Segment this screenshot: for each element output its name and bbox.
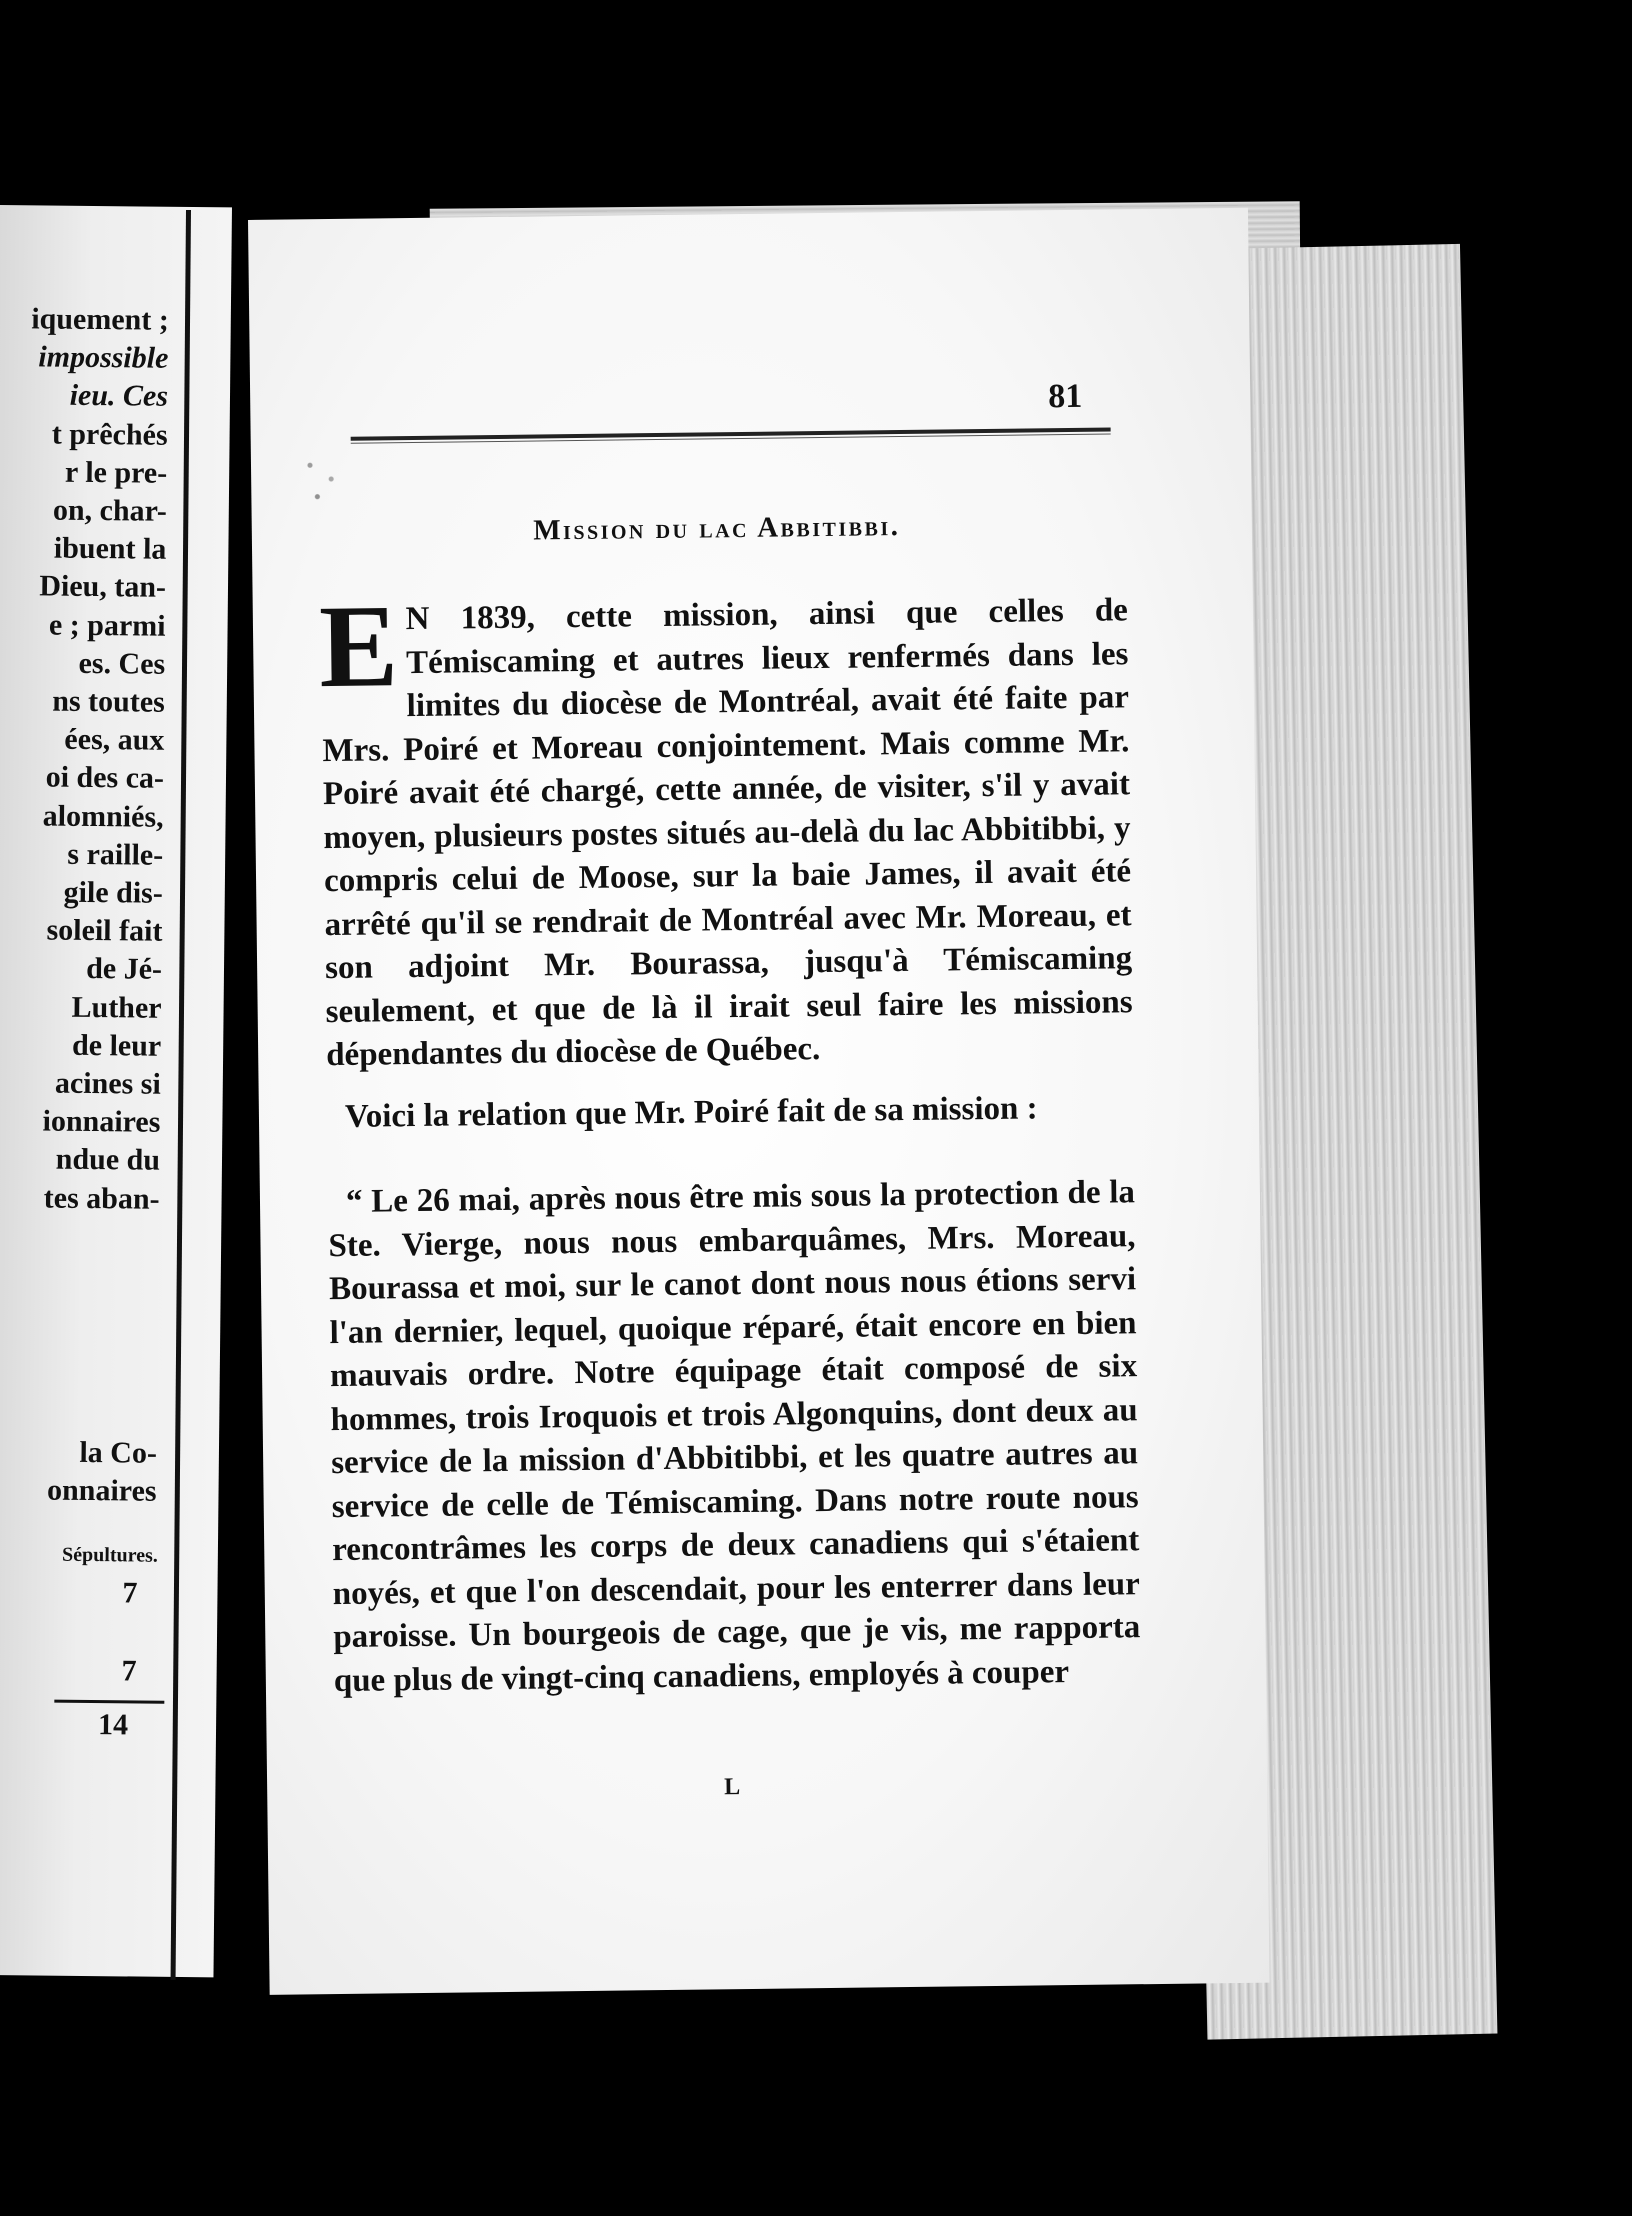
left-fragment-line: r le pre-: [64, 455, 168, 490]
left-fragment-line: ieu. Ces: [69, 379, 169, 414]
left-fragment-lower-2: onnaires: [46, 1473, 157, 1508]
section-heading: Mission du lac Abbitibbi.: [533, 510, 901, 547]
left-fragment-line: soleil fait: [46, 913, 163, 948]
paragraph-1: [318, 580, 1134, 1077]
ink-specks: [289, 444, 360, 515]
left-fragment-line: de Jé-: [86, 952, 163, 987]
left-fragment-line: e ; parmi: [48, 608, 166, 643]
drop-cap: E: [318, 580, 399, 713]
left-fragment-lower-1: la Co-: [79, 1435, 158, 1470]
page-81: [248, 208, 1270, 1995]
left-fragment-line: t prêchés: [51, 417, 168, 452]
left-fragment-line: acines si: [54, 1066, 161, 1101]
left-page-fragment: [0, 205, 232, 1977]
left-fragment-line: oi des ca-: [45, 760, 165, 796]
page-number: 81: [1047, 377, 1083, 416]
burials-total-rule: [54, 1700, 164, 1704]
left-fragment-line: iquement ;: [31, 302, 169, 337]
paragraph-1-text: N 1839, cette mission, ainsi que celles de Témiscaming et autres lieux renfermés dans les limites du diocèse de Montréal, avait été faite par Mrs. Poiré et Moreau conjointement. Mais comme Mr. Poiré avait été chargé, cette année, de visiter, s'il y avait moyen, plusieurs postes situés au-delà du lac Abbitibbi, y compris celui de Moose, sur la baie James, il avait été arrêté qu'il se rendrait de Montréal avec Mr. Moreau, et son adjoint Mr. Bourassa, jusqu'à Témiscaming seulement, et que de là il irait seul faire les missions dépendantes du diocèse de Québec.: [322, 592, 1133, 1074]
left-fragment-line: ionnaires: [42, 1104, 161, 1139]
paragraph-2: Voici la relation que Mr. Poiré fait de sa mission :: [344, 1089, 1038, 1135]
left-fragment-line: ibuent la: [53, 531, 167, 566]
left-fragment-line: es. Ces: [78, 646, 166, 681]
left-fragment-line: Dieu, tan-: [39, 569, 167, 605]
left-fragment-line: on, char-: [52, 493, 167, 528]
left-fragment-line: impossible: [38, 340, 169, 375]
burials-column-header: Sépultures.: [61, 1543, 158, 1567]
body-text: [318, 580, 1141, 1703]
left-fragment-line: Luther: [71, 990, 162, 1025]
signature-mark: L: [724, 1774, 741, 1801]
paragraph-3: “ Le 26 mai, après nous être mis sous la protection de la Ste. Vierge, nous nous embarquâmes, Mrs. Moreau, Bourassa et moi, sur le canot dont nous nous étions servi l'an dernier, lequel, quoique réparé, était encore en bien mauvais ordre. Notre équipage était composé de six hommes, trois Iroquois et trois Algonquins, dont deux au service de la mission d'Abbitibbi, et les quatre autres au service de celle de Témiscaming. Dans notre route nous rencontrâmes les corps de deux canadiens qui s'étaient noyés, et que l'on descendait, pour les enterrer dans leur paroisse. Un bourgeois de cage, que je vis, me rapporta que plus de vingt-cinq canadiens, employés à couper: [328, 1174, 1141, 1699]
header-rule: [351, 427, 1111, 443]
left-fragment-line: alomniés,: [42, 799, 164, 834]
burials-value-2: 7: [121, 1654, 137, 1688]
burials-total: 14: [97, 1708, 129, 1742]
left-fragment-line: ns toutes: [52, 684, 165, 719]
left-fragment-line: de leur: [71, 1028, 162, 1063]
left-fragment-line: gile dis-: [63, 875, 163, 910]
left-fragment-line: ées, aux: [64, 722, 165, 757]
left-fragment-line: tes aban-: [43, 1181, 160, 1216]
burials-value-1: 7: [122, 1576, 138, 1610]
left-fragment-line: ndue du: [55, 1143, 161, 1178]
left-fragment-line: s raille-: [67, 837, 164, 872]
